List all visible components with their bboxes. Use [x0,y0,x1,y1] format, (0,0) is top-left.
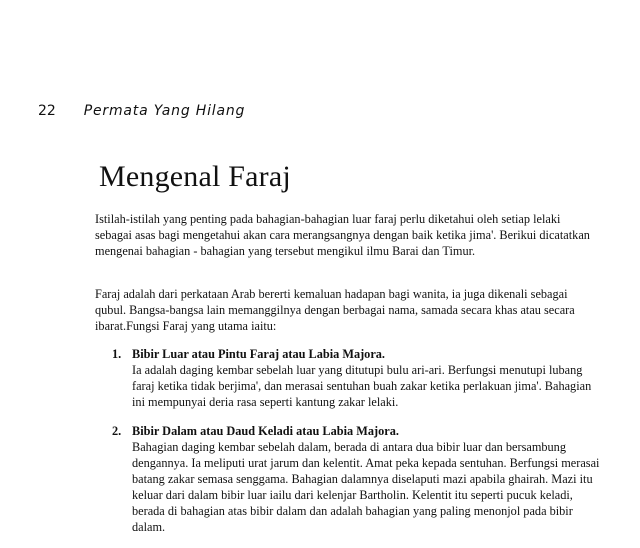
list-item-body: Ia adalah daging kembar sebelah luar yang ditutupi bulu ari-ari. Berfungsi menutupi lubang faraj ketika tidak berjima', dan merasai sentuhan buah zakar ketika perlakuan jima'. Bahagian ini mempunyai deria rasa seperti kantung zakar lelaki. [132,363,592,409]
list-item [112,423,602,535]
book-title: Permata Yang Hilang [83,103,246,119]
list-item-body: Bahagian daging kembar sebelah dalam, berada di antara dua bibir luar dan bersambung dengannya. Ia meliputi urat jarum dan kelentit. Amat peka kepada sentuhan. Berfungsi merasai batang zakar semasa senggama. Bahagian dalamnya diselaputi mazi apabila ghairah. Mazi itu keluar dari dalam bibir luar iailu dari kelenjar Bartholin. Kelentit itu seperti pucuk keladi, berada di bahagian atas bibir dalam dan adalah bahagian yang paling menonjol pada bibir dalam. [132,440,600,534]
list-item-number: 2. [112,424,122,438]
list-item-heading: Bibir Dalam atau Daud Keladi atau Labia Majora. [132,424,399,438]
list-item-number: 1. [112,347,122,361]
numbered-list [112,346,602,548]
running-header [38,103,245,120]
page-number: 22 [38,103,56,119]
list-item [112,346,602,410]
definition-paragraph: Faraj adalah dari perkataan Arab bererti kemaluan hadapan bagi wanita, ia juga dikenali sebagai qubul. Bangsa-bangsa lain memanggilnya dengan berbagai nama, samada secara khas atau secara ibarat.Fungsi Faraj yang utama iaitu: [95,287,575,333]
list-item-heading: Bibir Luar atau Pintu Faraj atau Labia Majora. [132,347,386,361]
chapter-title: Mengenal Faraj [99,160,291,193]
intro-paragraph: Istilah-istilah yang penting pada bahagian-bahagian luar faraj perlu diketahui oleh setiap lelaki sebagai asas bagi mengetahui akan cara merangsangnya dengan baik ketika jima'. Berikui dicatatkan mengenai bahagian - bahagian yang tersebut mengikul ilmu Barai dan Timur. [95,212,590,258]
